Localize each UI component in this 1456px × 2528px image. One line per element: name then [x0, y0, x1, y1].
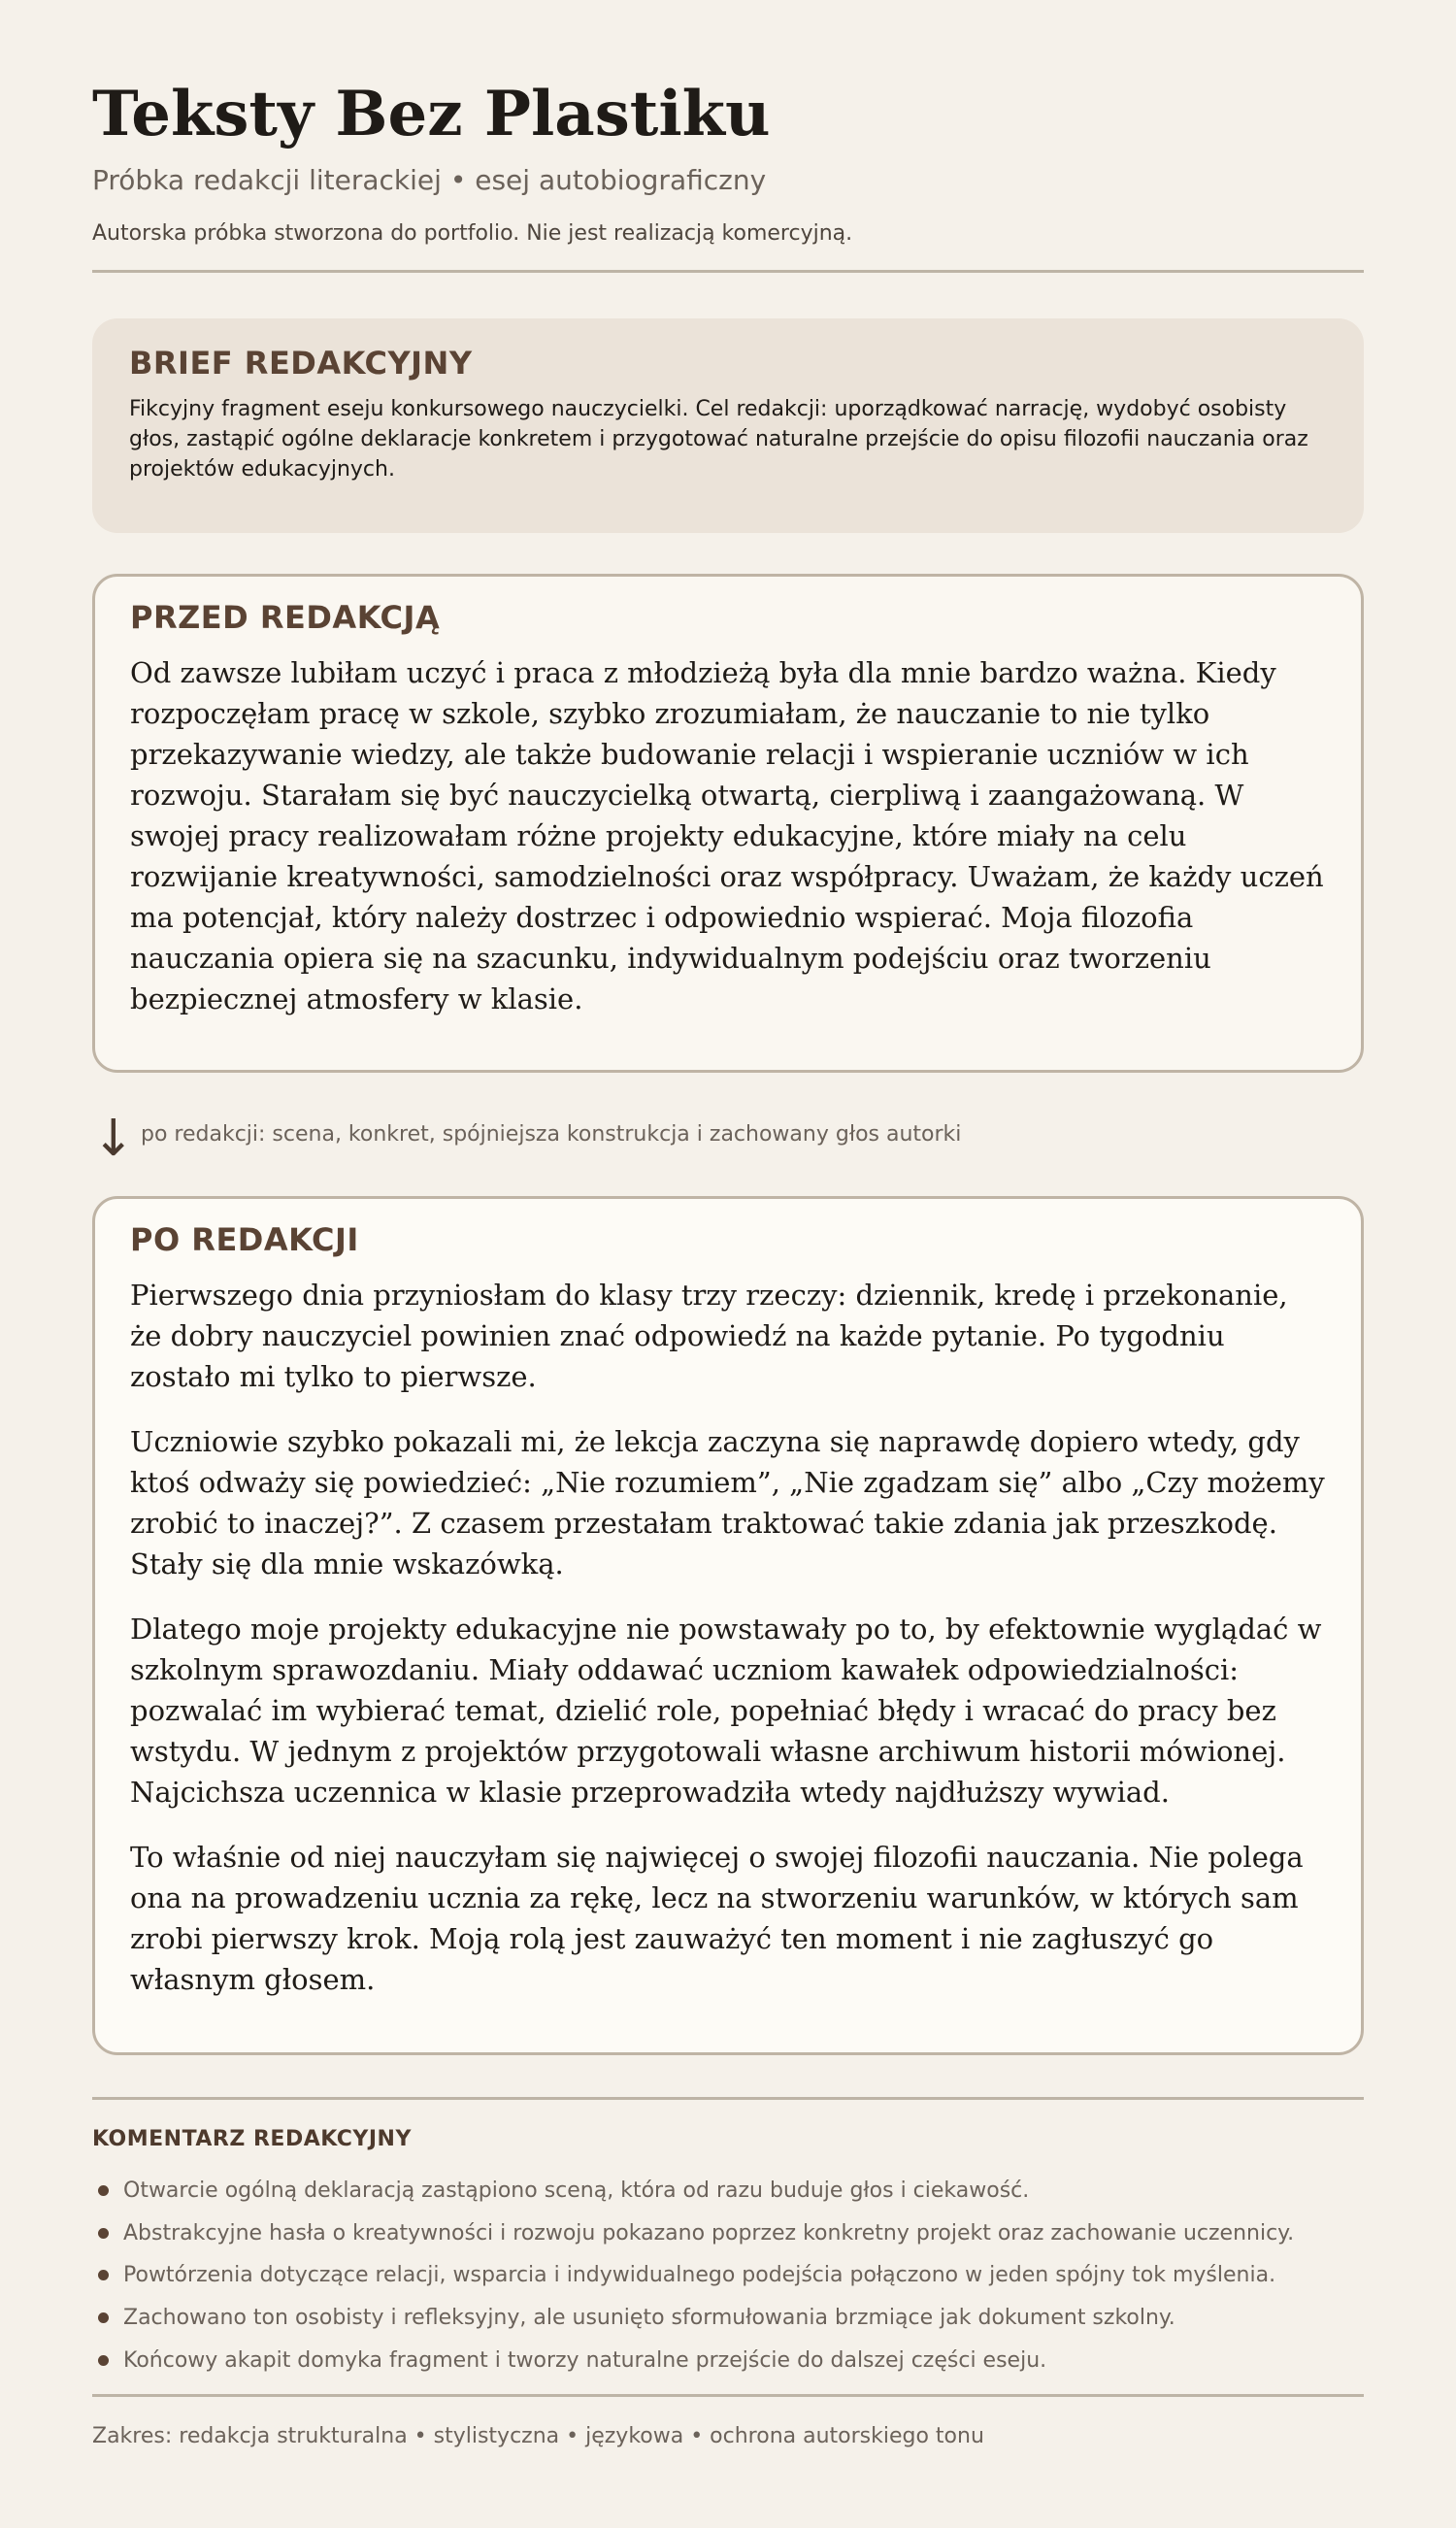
disclaimer-note: Autorska próbka stworzona do portfolio. Nie jest realizacją komercyjną.: [92, 221, 853, 246]
list-item: [92, 2254, 1364, 2297]
page-subtitle: Próbka redakcji literackiej • esej autobiograficzny: [92, 164, 767, 196]
comment-item-text: Zachowano ton osobisty i refleksyjny, ale usunięto sformułowania brzmiące jak dokument szkolny.: [123, 2306, 1175, 2331]
page-title: Teksty Bez Plastiku: [92, 78, 771, 150]
footer-divider: [92, 2394, 1364, 2397]
bullet-icon: [98, 2185, 109, 2196]
comment-divider: [92, 2097, 1364, 2100]
before-edit-text: Od zawsze lubiłam uczyć i praca z młodzieżą była dla mnie bardzo ważna. Kiedy rozpoczęłam pracę w szkole, szybko zrozumiałam, że nauczanie to nie tylko przekazywanie wiedzy, ale także budowanie relacji i wspieranie uczniów w ich rozwoju. Starałam się być nauczycielką otwartą, cierpliwą i zaangażowaną. W swojej pracy realizowałam różne projekty edukacyjne, które miały na celu rozwijanie kreatywności, samodzielności oraz współpracy. Uważam, że każdy uczeń ma potencjał, który należy dostrzec i odpowiednio wspierać. Moja filozofia nauczania opiera się na szacunku, indywidualnym podejściu oraz tworzeniu bezpiecznej atmosfery w klasie.: [130, 656, 1324, 1015]
comment-item-text: Abstrakcyjne hasła o kreatywności i rozwoju pokazano poprzez konkretny projekt oraz zachowanie uczennicy.: [123, 2220, 1295, 2245]
after-edit-paragraph: Uczniowie szybko pokazali mi, że lekcja zaczyna się naprawdę dopiero wtedy, gdy ktoś odważy się powiedzieć: „Nie rozumiem”, „Nie zgadzam się” albo „Czy możemy zrobić to inaczej?”. Z czasem przestałam traktować takie zdania jak przeszkodę. Stały się dla mnie wskazówką.: [130, 1425, 1325, 1580]
scope-note: Zakres: redakcja strukturalna • stylistyczna • językowa • ochrona autorskiego tonu: [92, 2423, 984, 2448]
brief-panel: [92, 318, 1364, 533]
bullet-icon: [98, 2228, 109, 2239]
comment-item-text: Końcowy akapit domyka fragment i tworzy naturalne przejście do dalszej części eseju.: [123, 2347, 1047, 2373]
after-edit-heading: PO REDAKCJI: [130, 1221, 359, 1258]
brief-heading: BRIEF REDAKCYJNY: [129, 345, 473, 382]
comment-list: [92, 2170, 1364, 2381]
comment-heading: KOMENTARZ REDAKCYJNY: [92, 2127, 412, 2151]
arrow-down-icon: ↓: [92, 1109, 135, 1168]
brief-text: Fikcyjny fragment eseju konkursowego nauczycielki. Cel redakcji: uporządkować narrację, wydobyć osobisty głos, zastąpić ogólne deklaracje konkretem i przygotować naturalne przejście do opisu filozofii nauczania oraz projektów edukacyjnych.: [129, 397, 1308, 482]
list-item: [92, 2339, 1364, 2381]
after-edit-paragraph: Pierwszego dnia przyniosłam do klasy trzy rzeczy: dziennik, kredę i przekonanie, że dobry nauczyciel powinien znać odpowiedź na każde pytanie. Po tygodniu zostało mi tylko to pierwsze.: [130, 1279, 1288, 1393]
list-item: [92, 2212, 1364, 2255]
bullet-icon: [98, 2270, 109, 2280]
header-divider: [92, 270, 1364, 273]
after-edit-card: [92, 1196, 1364, 2055]
list-item: [92, 2170, 1364, 2212]
list-item: [92, 2297, 1364, 2340]
after-edit-paragraph: Dlatego moje projekty edukacyjne nie powstawały po to, by efektownie wyglądać w szkolnym sprawozdaniu. Miały oddawać uczniom kawałek odpowiedzialności: pozwalać im wybierać temat, dzielić role, popełniać błędy i wracać do pracy bez wstydu. W jednym z projektów przygotowali własne archiwum historii mówionej. Najcichsza uczennica w klasie przeprowadziła wtedy najdłuższy wywiad.: [130, 1613, 1322, 1809]
after-edit-paragraph: To właśnie od niej nauczyłam się najwięcej o swojej filozofii nauczania. Nie polega ona na prowadzeniu ucznia za rękę, lecz na stworzeniu warunków, w których sam zrobi pierwszy krok. Moją rolą jest zauważyć ten moment i nie zagłuszyć go własnym głosem.: [130, 1841, 1304, 1996]
before-edit-card: [92, 574, 1364, 1073]
bullet-icon: [98, 2312, 109, 2323]
edit-transition: [92, 1073, 1364, 1196]
transition-note: po redakcji: scena, konkret, spójniejsza konstrukcja i zachowany głos autorki: [141, 1121, 962, 1147]
comment-item-text: Otwarcie ogólną deklaracją zastąpiono sceną, która od razu buduje głos i ciekawość.: [123, 2179, 1030, 2204]
comment-item-text: Powtórzenia dotyczące relacji, wsparcia i indywidualnego podejścia połączono w jeden spójny tok myślenia.: [123, 2263, 1276, 2288]
bullet-icon: [98, 2355, 109, 2366]
before-edit-heading: PRZED REDAKCJĄ: [130, 599, 441, 636]
